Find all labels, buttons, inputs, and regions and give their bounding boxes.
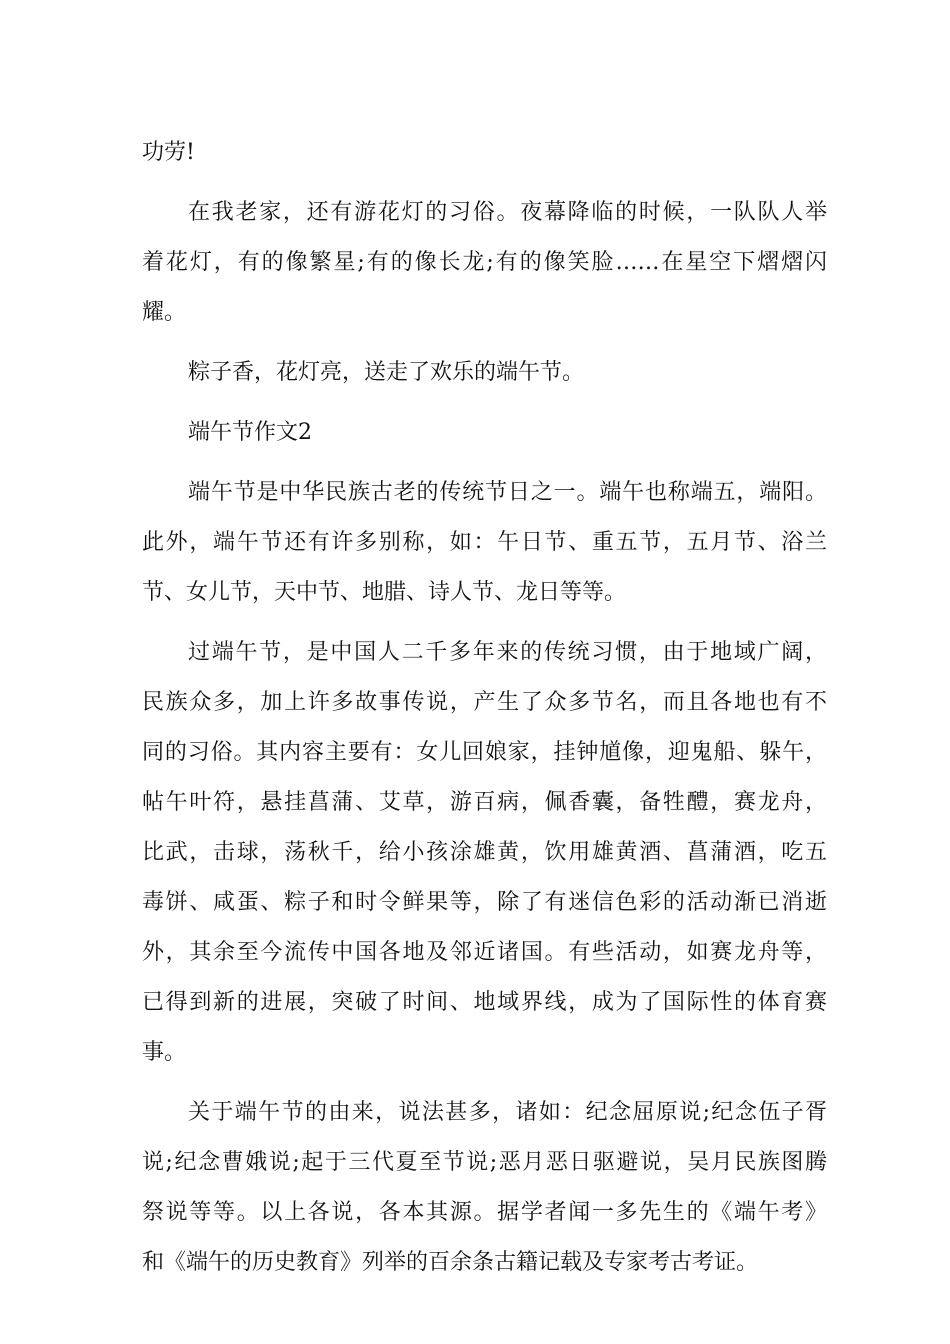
text-line: 比武，击球，荡秋千，给小孩涂雄黄，饮用雄黄酒、菖蒲酒，吃五 bbox=[142, 840, 827, 865]
text-line: 已得到新的进展，突破了时间、地域界线，成为了国际性的体育赛 bbox=[142, 990, 827, 1015]
text-line: 在我老家，还有游花灯的习俗。夜幕降临的时候，一队队人举 bbox=[188, 200, 827, 225]
text-line: 过端午节，是中国人二千多年来的传统习惯，由于地域广阔， bbox=[188, 640, 827, 665]
text-line: 功劳! bbox=[142, 140, 195, 165]
text-line: 端午节是中华民族古老的传统节日之一。端午也称端五，端阳。 bbox=[188, 480, 827, 505]
text-line: 和《端午的历史教育》列举的百余条古籍记载及专家考古考证。 bbox=[142, 1250, 759, 1275]
text-line: 外，其余至今流传中国各地及邻近诸国。有些活动，如赛龙舟等， bbox=[142, 940, 827, 965]
text-line: 此外，端午节还有许多别称，如：午日节、重五节，五月节、浴兰 bbox=[142, 530, 827, 555]
text-line: 着花灯，有的像繁星;有的像长龙;有的像笑脸……在星空下熠熠闪 bbox=[142, 250, 827, 275]
text-line: 粽子香，花灯亮，送走了欢乐的端午节。 bbox=[188, 360, 585, 385]
text-line: 祭说等等。以上各说，各本其源。据学者闻一多先生的《端午考》 bbox=[142, 1200, 827, 1225]
document-body bbox=[142, 128, 827, 1288]
text-line: 帖午叶符，悬挂菖蒲、艾草，游百病，佩香囊，备牲醴，赛龙舟， bbox=[142, 790, 827, 815]
text-line: 同的习俗。其内容主要有：女儿回娘家，挂钟馗像，迎鬼船、躲午， bbox=[142, 740, 827, 765]
text-line: 毒饼、咸蛋、粽子和时令鲜果等，除了有迷信色彩的活动渐已消逝 bbox=[142, 890, 827, 915]
section-heading: 端午节作文2 bbox=[188, 420, 312, 445]
text-line: 民族众多，加上许多故事传说，产生了众多节名，而且各地也有不 bbox=[142, 690, 827, 715]
text-line: 说;纪念曹娥说;起于三代夏至节说;恶月恶日驱避说，吴月民族图腾 bbox=[142, 1150, 827, 1175]
text-line: 关于端午节的由来，说法甚多，诸如：纪念屈原说;纪念伍子胥 bbox=[188, 1100, 827, 1125]
text-line: 节、女儿节，天中节、地腊、诗人节、龙日等等。 bbox=[142, 580, 627, 605]
text-line: 耀。 bbox=[142, 300, 187, 325]
text-line: 事。 bbox=[142, 1040, 187, 1065]
